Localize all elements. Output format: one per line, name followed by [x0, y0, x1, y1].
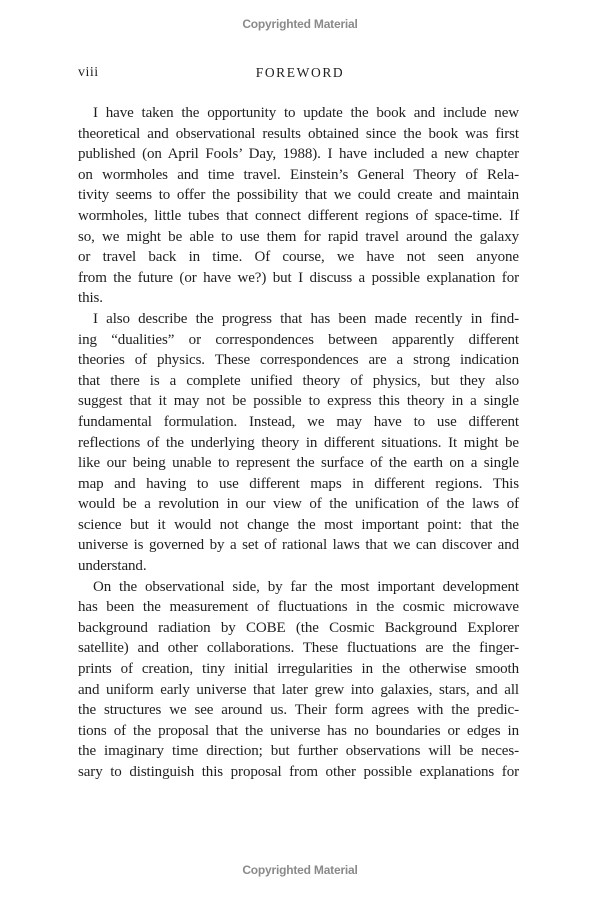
body-line: that there is a complete unified theory of physics, but they also	[78, 372, 519, 389]
paragraph	[78, 577, 519, 783]
body-line: and uniform early universe that later grew into galaxies, stars, and all	[78, 681, 519, 698]
body-line: tions of the proposal that the universe has no boundaries or edges in	[78, 722, 519, 739]
body-line: ing “dualities” or correspondences between apparently different	[78, 331, 519, 348]
body-line: fundamental formulation. Instead, we may have to use different	[78, 413, 519, 430]
body-line: would be a revolution in our view of the unification of the laws of	[78, 496, 519, 513]
body-line: wormholes, little tubes that connect different regions of space-time. If	[78, 207, 519, 224]
body-line: I also describe the progress that has been made recently in find-	[93, 310, 519, 327]
body-line: On the observational side, by far the most important development	[93, 578, 519, 595]
body-line: from the future (or have we?) but I discuss a possible explanation for	[78, 269, 519, 286]
body-line: theories of physics. These correspondences are a strong indication	[78, 352, 519, 369]
body-line: or travel back in time. Of course, we have not seen anyone	[78, 249, 519, 266]
page-number: viii	[78, 65, 99, 80]
body-line: reflections of the underlying theory in different situations. It might be	[78, 434, 519, 451]
body-line: the structures we see around us. Their form agrees with the predic-	[78, 702, 519, 719]
body-line: tivity seems to offer the possibility that we could create and maintain	[78, 187, 519, 204]
paragraph	[78, 103, 519, 309]
body-line: I have taken the opportunity to update the book and include new	[93, 105, 519, 121]
copyright-notice-bottom: Copyrighted Material	[242, 863, 358, 877]
body-line: published (on April Fools’ Day, 1988). I have included a new chapter	[78, 146, 519, 163]
paragraph	[78, 309, 519, 577]
body-line: sary to distinguish this proposal from other possible explanations for	[78, 764, 519, 780]
body-line: understand.	[78, 558, 147, 575]
running-head-title: FOREWORD	[255, 65, 345, 80]
page-header	[0, 65, 600, 83]
body-line: has been the measurement of fluctuations in the cosmic microwave	[78, 599, 519, 616]
body-line: on wormholes and time travel. Einstein’s General Theory of Rela-	[78, 166, 519, 183]
body-line: satellite) and other collaborations. These fluctuations are the finger-	[78, 640, 519, 657]
body-line: universe is governed by a set of rational laws that we can discover and	[78, 537, 519, 554]
body-line: map and having to use different maps in different regions. This	[78, 475, 519, 492]
copyright-notice-top: Copyrighted Material	[242, 17, 358, 31]
body-line: background radiation by COBE (the Cosmic Background Explorer	[78, 619, 519, 636]
body-line: suggest that it may not be possible to express this theory in a single	[78, 393, 519, 410]
body-line: the imaginary time direction; but further observations will be neces-	[78, 743, 519, 760]
body-text	[78, 103, 519, 783]
body-line: theoretical and observational results obtained since the book was first	[78, 125, 519, 142]
body-line: like our being unable to represent the surface of the earth on a single	[78, 455, 519, 472]
body-line: this.	[78, 290, 103, 307]
body-line: science but it would not change the most important point: that the	[78, 516, 519, 533]
body-line: prints of creation, tiny initial irregularities in the otherwise smooth	[78, 661, 519, 678]
body-line: so, we might be able to use them for rapid travel around the galaxy	[78, 228, 519, 245]
